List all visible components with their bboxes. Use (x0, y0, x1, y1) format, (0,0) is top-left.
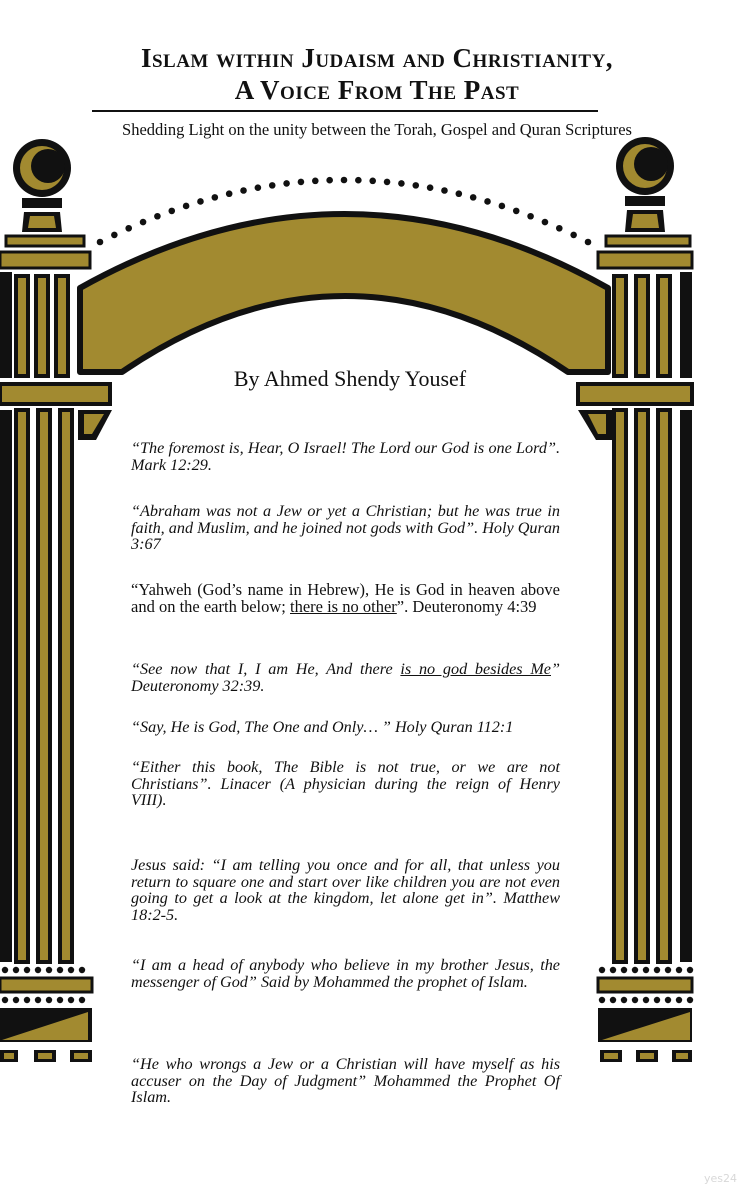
ornament-dot (621, 967, 627, 973)
title-divider (92, 110, 598, 112)
ornament-dot (212, 194, 219, 201)
quote-underlined-text: there is no other (290, 596, 397, 616)
quote-deuteronomy-4-39 (131, 582, 560, 615)
ornament-dot (326, 177, 333, 184)
ornament-dot (57, 967, 63, 973)
quote-text: ” Deuteronomy 32:39. (131, 660, 561, 695)
ornament-dot (599, 997, 605, 1003)
ornament-dot (610, 967, 616, 973)
ornament-dot (499, 203, 506, 210)
ornament-dot (2, 997, 8, 1003)
ornament-dot (643, 997, 649, 1003)
title-line-2: A Voice From The Past (234, 75, 520, 105)
arch-band (80, 214, 608, 372)
ornament-dot (687, 967, 693, 973)
ornament-dot (632, 967, 638, 973)
quote-underlined-text: is no god besides Me (400, 660, 551, 678)
ornament-dot (441, 187, 448, 194)
ornament-dot (240, 187, 247, 194)
ornament-dot (585, 239, 592, 246)
ornament-dot (68, 997, 74, 1003)
author-line: By Ahmed Shendy Yousef (233, 366, 467, 391)
ornament-dot (269, 182, 276, 189)
ornament-dot (665, 967, 671, 973)
ornament-dot (369, 178, 376, 185)
ornament-dot (68, 967, 74, 973)
ornament-dot (676, 967, 682, 973)
ornament-dot (513, 208, 520, 215)
ornament-dot (654, 997, 660, 1003)
ornament-dot (556, 225, 563, 232)
quote-text: “Yahweh (God’s name in Hebrew), He is God in heaven above and on the earth below; (131, 580, 560, 616)
ornament-dot (632, 997, 638, 1003)
ornament-dot (35, 997, 41, 1003)
ornament-dot (676, 997, 682, 1003)
ornament-dot (412, 182, 419, 189)
ornament-dot (46, 997, 52, 1003)
ornament-dot (283, 180, 290, 187)
ornament-dot (13, 967, 19, 973)
ornament-dot (197, 198, 204, 205)
quote-quran-112-1: “Say, He is God, The One and Only… ” Holy Quran 112:1 (131, 718, 514, 736)
title-line-1: Islam within Judaism and Christianity, (140, 43, 614, 73)
ornament-dot (643, 967, 649, 973)
ornament-dot (341, 177, 348, 184)
ornament-dot (355, 177, 362, 184)
ornament-dot (79, 967, 85, 973)
quote-deuteronomy-32-39 (131, 661, 560, 694)
ornament-dot (57, 997, 63, 1003)
ornament-dot (111, 232, 118, 239)
ornament-dot (427, 184, 434, 191)
ornament-dot (687, 997, 693, 1003)
ornament-dot (542, 219, 549, 226)
ornament-dot (398, 180, 405, 187)
ornament-dot (35, 967, 41, 973)
ornament-dot (226, 190, 233, 197)
ornament-dot (24, 967, 30, 973)
quote-linacer: “Either this book, The Bible is not true, or we are not Christians”. Linacer (A physician during the reign of Henry VIII). (131, 758, 560, 809)
ornament-dot (570, 232, 577, 239)
watermark: yes24 (704, 1172, 738, 1185)
ornament-dot (384, 179, 391, 186)
ornament-dot (154, 213, 161, 220)
quote-mohammed-brother-jesus: “I am a head of anybody who believe in my brother Jesus, the messenger of God” Said by Mohammed the prophet of Islam. (131, 956, 560, 991)
right-column (578, 137, 693, 1062)
ornament-dot (79, 997, 85, 1003)
ornament-dot (665, 997, 671, 1003)
ornament-dot (140, 219, 147, 226)
quote-mohammed-wrongs: “He who wrongs a Jew or a Christian will have myself as his accuser on the Day of Judgment” Mohammed the Prophet Of Islam. (131, 1055, 560, 1106)
ornament-dot (24, 997, 30, 1003)
ornament-dot (456, 190, 463, 197)
ornament-dot (13, 997, 19, 1003)
quote-quran-3-67: “Abraham was not a Jew or yet a Christian; but he was true in faith, and Muslim, and he joined not gods with God”. Holy Quran 3:67 (131, 502, 560, 553)
ornament-dot (183, 203, 190, 210)
ornament-dot (97, 239, 104, 246)
ornament-dot (610, 997, 616, 1003)
ornament-dot (527, 213, 534, 220)
ornament-dot (484, 198, 491, 205)
quote-matthew-18: Jesus said: “I am telling you once and for all, that unless you return to square one and start over like children you are not even going to get a look at the kingdom, let alone get in”. Matthew 18:2-5. (131, 856, 560, 924)
ornament-dot (621, 997, 627, 1003)
subtitle: Shedding Light on the unity between the Torah, Gospel and Quran Scriptures (122, 120, 632, 139)
ornament-dot (654, 967, 660, 973)
ornament-dot (125, 225, 132, 232)
ornament-dot (599, 967, 605, 973)
ornament-dot (2, 967, 8, 973)
quote-text: “See now that I, I am He, And there (131, 660, 401, 678)
ornament-dot (470, 194, 477, 201)
quote-text: ”. Deuteronomy 4:39 (396, 596, 537, 616)
ornament-dot (168, 208, 175, 215)
ornament-dot (255, 184, 262, 191)
ornament-dot (298, 179, 305, 186)
ornament-dot (46, 967, 52, 973)
ornament-dot (312, 178, 319, 185)
quote-mark-12-29: “The foremost is, Hear, O Israel! The Lord our God is one Lord”. Mark 12:29. (131, 439, 560, 474)
